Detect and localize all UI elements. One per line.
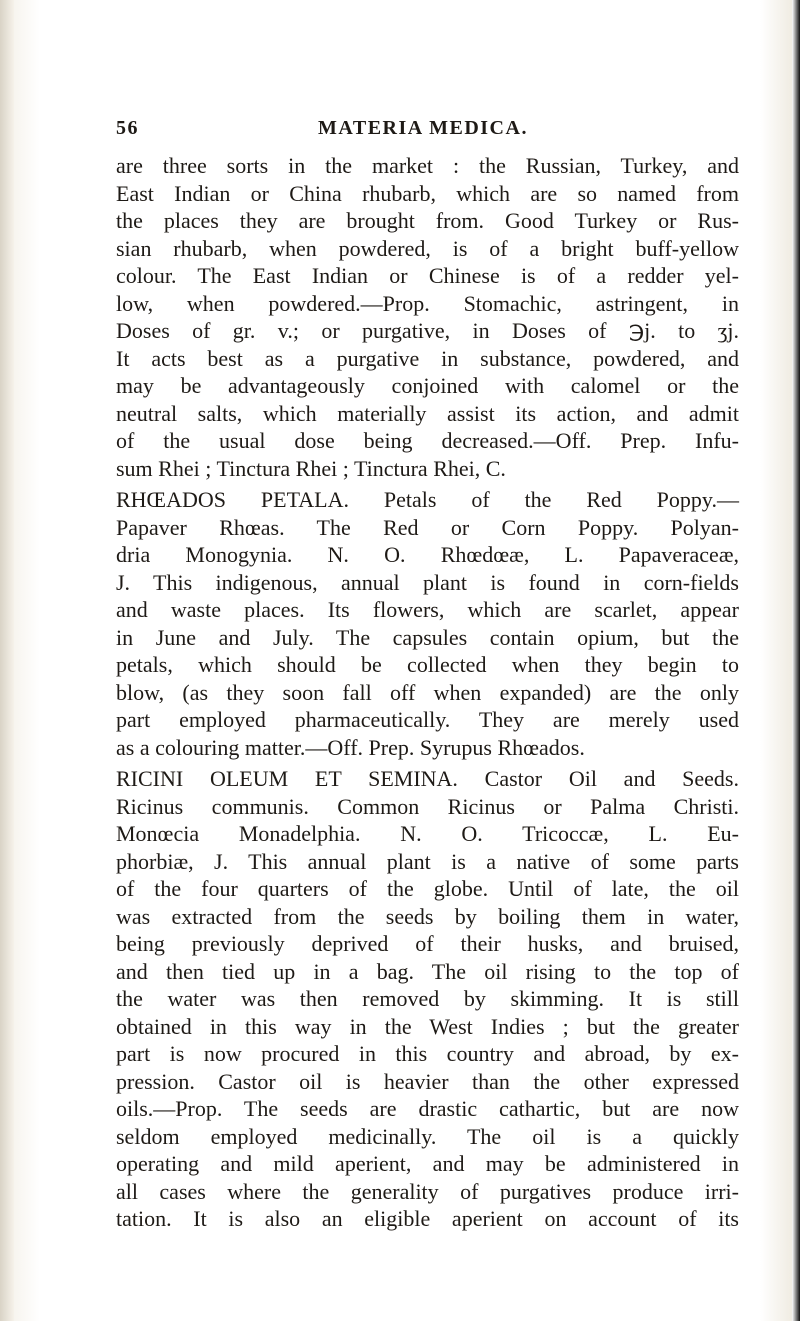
text-line: neutral salts, which materially assist its action, and admit (116, 400, 739, 426)
text-line: being previously deprived of their husks, and bruised, (116, 931, 739, 956)
text-line: may be advantageously conjoined with calomel or the (116, 373, 739, 398)
text-line: blow, (as they soon fall off when expanded) are the only (116, 679, 739, 705)
text-line: It acts best as a purgative in substance, powdered, and (116, 345, 739, 371)
body-text (116, 152, 739, 1233)
page-right-edge (792, 0, 800, 1321)
page-number: 56 (116, 117, 139, 139)
text-line: petals, which should be collected when they begin to (116, 652, 739, 677)
text-line: operating and mild aperient, and may be administered in (116, 1151, 739, 1176)
text-line: low, when powdered.—Prop. Stomachic, astringent, in (116, 290, 739, 316)
text-line: and waste places. Its flowers, which are scarlet, appear (116, 597, 739, 622)
text-line: sian rhubarb, when powdered, is of a bright buff-yellow (116, 235, 739, 261)
text-line: Ricinus communis. Common Ricinus or Palma Christi. (116, 793, 739, 819)
text-line: Papaver Rhœas. The Red or Corn Poppy. Polyan- (116, 514, 739, 540)
page-left-edge (0, 0, 14, 1321)
text-line: seldom employed medicinally. The oil is a quickly (116, 1123, 739, 1149)
text-line: and then tied up in a bag. The oil rising to the top of (116, 958, 739, 984)
text-line: all cases where the generality of purgatives produce irri- (116, 1178, 739, 1204)
text-line: oils.—Prop. The seeds are drastic cathartic, but are now (116, 1096, 739, 1121)
text-line: of the four quarters of the globe. Until of late, the oil (116, 876, 739, 901)
text-line: sum Rhei ; Tinctura Rhei ; Tinctura Rhei, C. (116, 455, 506, 481)
text-line: J. This indigenous, annual plant is found in corn-fields (116, 569, 739, 595)
text-line: Monœcia Monadelphia. N. O. Tricoccæ, L. Eu- (116, 821, 739, 846)
text-line: Doses of gr. v.; or purgative, in Doses of ℈j. to ʒj. (116, 318, 739, 343)
text-line: the water was then removed by skimming. It is still (116, 986, 739, 1011)
text-line: dria Monogynia. N. O. Rhœdœæ, L. Papaveraceæ, (116, 542, 739, 567)
text-line: pression. Castor oil is heavier than the other expressed (116, 1068, 739, 1094)
text-line: part is now procured in this country and abroad, by ex- (116, 1041, 739, 1066)
text-line: the places they are brought from. Good Turkey or Rus- (116, 208, 739, 233)
running-title: MATERIA MEDICA. (318, 117, 528, 139)
entry-heading-rhoeados: RHŒADOS PETALA. Petals of the Red Poppy.— (116, 487, 739, 512)
entry-heading-ricini: RICINI OLEUM ET SEMINA. Castor Oil and Seeds. (116, 766, 739, 791)
text-line: as a colouring matter.—Off. Prep. Syrupus Rhœados. (116, 734, 585, 760)
text-line: in June and July. The capsules contain opium, but the (116, 624, 739, 650)
text-line: are three sorts in the market : the Russian, Turkey, and (116, 153, 739, 178)
text-line: colour. The East Indian or Chinese is of a redder yel- (116, 263, 739, 288)
text-line: of the usual dose being decreased.—Off. Prep. Infu- (116, 428, 739, 453)
text-line: part employed pharmaceutically. They are merely used (116, 707, 739, 732)
text-line: East Indian or China rhubarb, which are so named from (116, 180, 739, 206)
text-line: tation. It is also an eligible aperient on account of its (116, 1206, 739, 1231)
text-line: was extracted from the seeds by boiling them in water, (116, 903, 739, 929)
page-header (116, 117, 730, 147)
text-line: phorbiæ, J. This annual plant is a native of some parts (116, 848, 739, 874)
text-line: obtained in this way in the West Indies ; but the greater (116, 1013, 739, 1039)
